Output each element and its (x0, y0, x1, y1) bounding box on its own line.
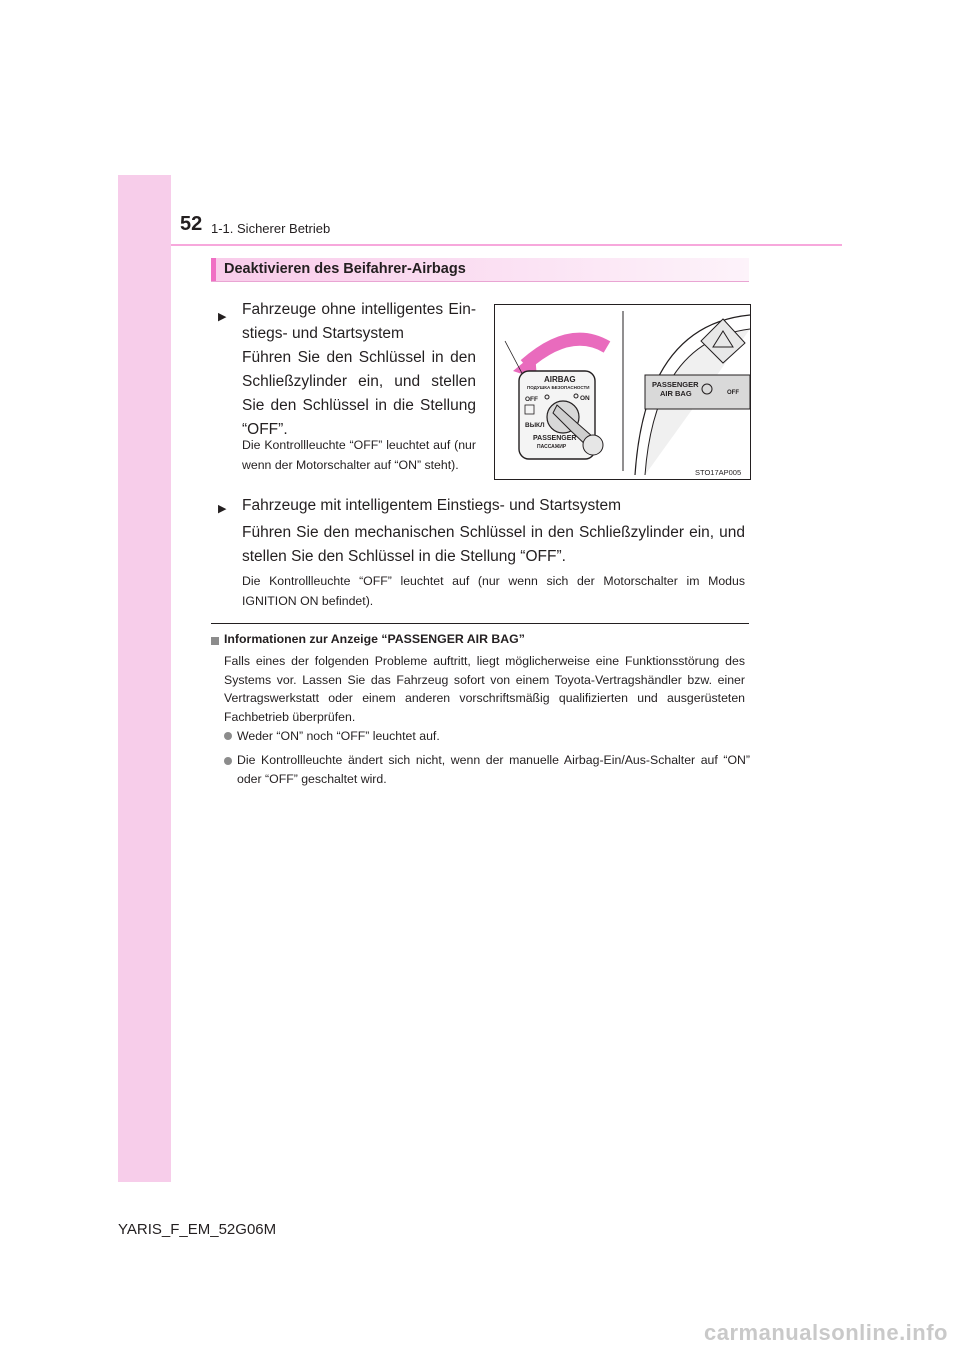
section-divider (211, 623, 749, 624)
round-bullet-icon (224, 757, 232, 765)
side-margin-band (118, 175, 171, 1182)
item1-title-line1: Fahrzeuge ohne intelligentes Ein- (242, 301, 476, 318)
item1-body: Führen Sie den Schlüssel in den Schließzylinder ein, und stellen Sie den Schlüssel in die Stellung “OFF”. (242, 349, 476, 438)
heading-accent (211, 258, 216, 281)
info-bullet-1: Weder “ON” noch “OFF” leuchtet auf. (237, 729, 440, 743)
header-rule (171, 244, 842, 246)
indicator-line1: PASSENGER (652, 380, 699, 389)
section-heading: Deaktivieren des Beifahrer-Airbags (224, 261, 466, 277)
passenger-label: PASSENGER (533, 435, 577, 442)
watermark: carmanualsonline.info (704, 1320, 948, 1345)
square-bullet-icon (211, 637, 219, 645)
info-paragraph: Falls eines der folgenden Probleme auftritt, liegt möglicherweise eine Funktionsstörung des Systems vor. Lassen Sie das Fahrzeug sofort von einem Toyota-Vertragshändler bzw. einer Vertragswerkstatt oder einem anderen vorschriftsmäßig qualifizierten und ausgerüsteten Fachbetrieb überprüfen. (224, 654, 745, 724)
passenger-ru-label: ПАССАЖИР (537, 444, 567, 450)
indicator-off: OFF (727, 390, 739, 396)
item2-note: Die Kontrollleuchte “OFF” leuchtet auf (nur wenn sich der Motorschalter im Modus IGNITION ON befindet). (242, 574, 745, 608)
info-heading: Informationen zur Anzeige “PASSENGER AIR BAG” (224, 632, 525, 646)
item2-title: Fahrzeuge mit intelligentem Einstiegs- und Startsystem (242, 497, 622, 514)
switch-label: AIRBAG (544, 375, 576, 384)
indicator-line2: AIR BAG (660, 389, 692, 398)
section-title: 1-1. Sicherer Betrieb (211, 221, 331, 236)
arrow-bullet-icon: ▶ (218, 503, 227, 515)
item1-title-line2: stiegs- und Startsystem (242, 325, 404, 342)
page-number: 52 (180, 213, 203, 235)
figure-code: STO17AP005 (695, 468, 742, 477)
switch-sublabel: ПОДУШКА БЕЗОПАСНОСТИ (527, 385, 590, 390)
item2-body: Führen Sie den mechanischen Schlüssel in den Schließzylinder ein, und stellen Sie den Schlüssel in die Stellung “OFF”. (242, 524, 745, 565)
on-label: ON (580, 395, 590, 402)
document-code: YARIS_F_EM_52G06M (118, 1221, 277, 1238)
item1-note: Die Kontrollleuchte “OFF” leuchtet auf (nur wenn der Motorschalter auf “ON” steht). (242, 438, 476, 472)
info-bullet-2: Die Kontrollleuchte ändert sich nicht, wenn der manuelle Airbag-Ein/Aus-Schalter auf “ON” oder “OFF” geschaltet wird. (237, 753, 750, 786)
section-heading-bar (211, 258, 749, 282)
arrow-bullet-icon: ▶ (218, 311, 227, 323)
airbag-switch-illustration (495, 305, 750, 479)
vykl-label: ВЫКЛ (525, 422, 545, 429)
round-bullet-icon (224, 732, 232, 740)
off-label: OFF (525, 396, 538, 403)
airbag-switch-figure (494, 304, 751, 480)
